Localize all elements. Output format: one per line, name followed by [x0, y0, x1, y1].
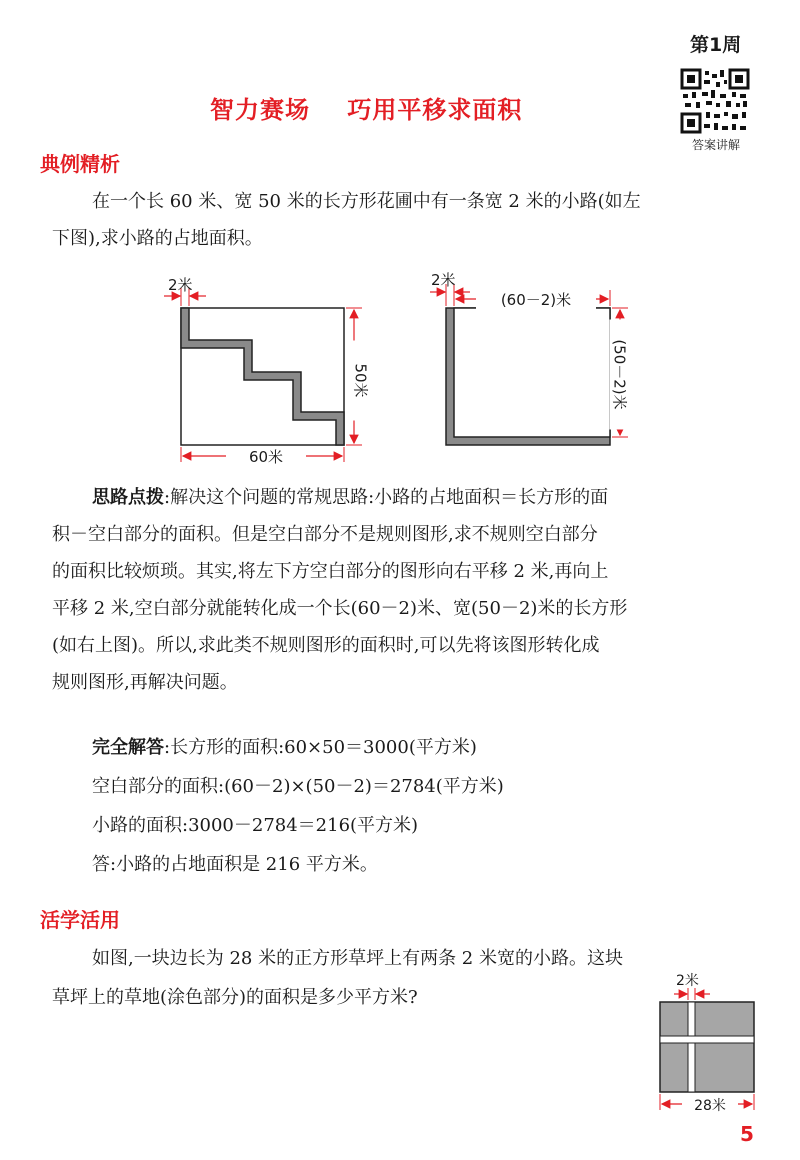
analysis-label: 思路点拨 — [92, 487, 164, 508]
practice-path-width-label: 2米 — [676, 973, 699, 989]
section-heading-practice: 活学活用 — [40, 908, 120, 932]
left-width-label: 60米 — [226, 446, 306, 467]
analysis-line-2: 积－空白部分的面积。但是空白部分不是规则图形,求不规则空白部分 — [52, 524, 598, 545]
example-question-line-2: 下图),求小路的占地面积。 — [52, 228, 263, 249]
right-width-label: (60－2)米 — [476, 289, 596, 310]
analysis-line-3: 的面积比较烦琐。其实,将左下方空白部分的图形向右平移 2 米,再向上 — [52, 561, 609, 582]
analysis-line-4: 平移 2 米,空白部分就能转化成一个长(60－2)米、宽(50－2)米的长方形 — [52, 598, 628, 619]
analysis-line-6: 规则图形,再解决问题。 — [52, 672, 238, 693]
solution-line-2: 空白部分的面积:(60－2)×(50－2)＝2784(平方米) — [92, 776, 504, 797]
page-number: 5 — [740, 1122, 754, 1146]
figure-left-diagram — [150, 270, 380, 470]
solution-answer: 答:小路的占地面积是 216 平方米。 — [92, 854, 378, 875]
left-path-width-label: 2米 — [168, 276, 193, 294]
page-title — [210, 90, 610, 125]
qr-code-icon[interactable] — [680, 68, 750, 134]
solution-label: 完全解答 — [92, 737, 164, 758]
right-path-width-label: 2米 — [431, 271, 456, 289]
right-height-label: (50－2)米 — [610, 320, 631, 430]
practice-line-2: 草坪上的草地(涂色部分)的面积是多少平方米? — [52, 987, 418, 1008]
analysis-line-5: (如右上图)。所以,求此类不规则图形的面积时,可以先将该图形转化成 — [52, 635, 600, 656]
left-height-label: 50米 — [351, 341, 372, 421]
example-question-line-1: 在一个长 60 米、宽 50 米的长方形花圃中有一条宽 2 米的小路(如左 — [92, 191, 641, 212]
section-heading-example: 典例精析 — [40, 152, 120, 176]
title-left: 智力赛场 — [210, 96, 310, 124]
analysis-line-1: 思路点拨:解决这个问题的常规思路:小路的占地面积＝长方形的面 — [92, 487, 609, 508]
qr-caption: 答案讲解 — [691, 138, 740, 152]
solution-line-3: 小路的面积:3000－2784＝216(平方米) — [92, 815, 419, 836]
practice-side-label: 28米 — [682, 1095, 738, 1115]
title-right: 巧用平移求面积 — [347, 96, 523, 124]
practice-line-1: 如图,一块边长为 28 米的正方形草坪上有两条 2 米宽的小路。这块 — [92, 948, 623, 969]
solution-line-1: 完全解答:长方形的面积:60×50＝3000(平方米) — [92, 737, 477, 758]
week-label: 第1周 — [690, 34, 742, 56]
